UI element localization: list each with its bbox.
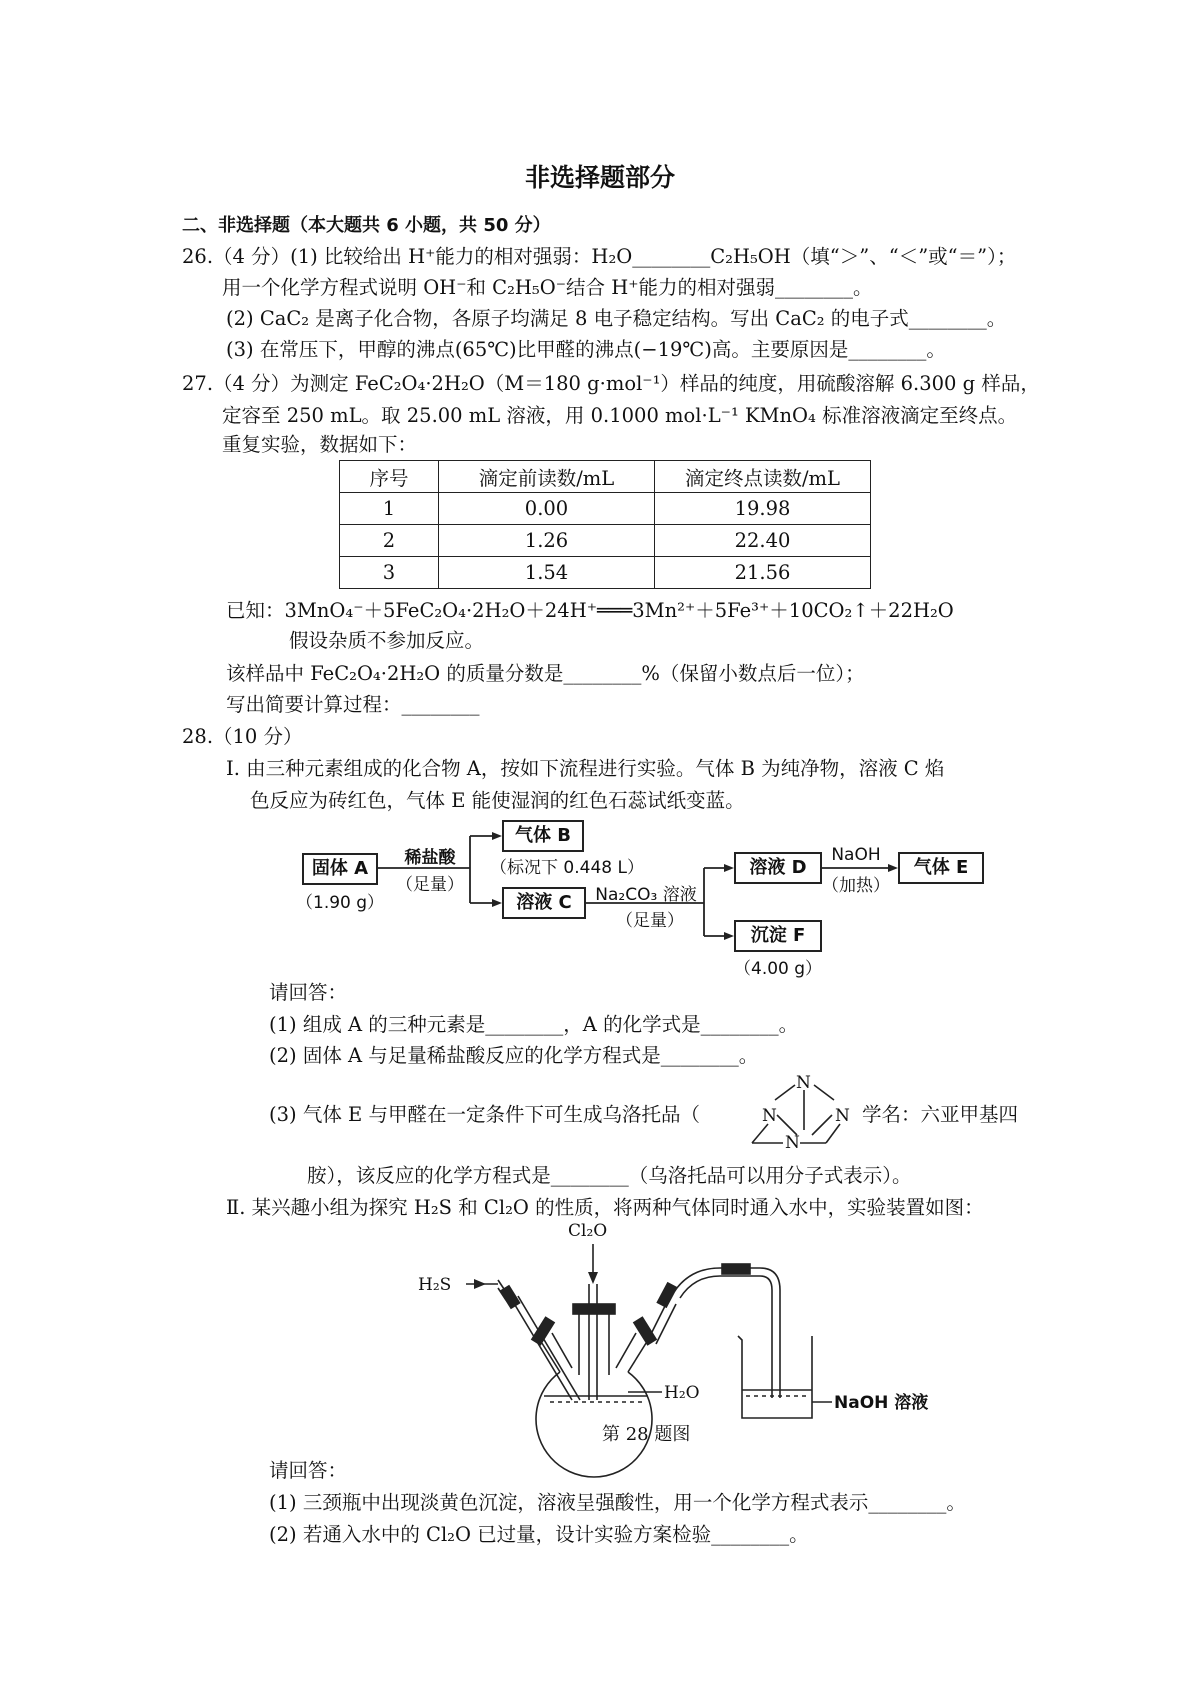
- q26-line4: (3) 在常压下，甲醇的沸点(65℃)比甲醛的沸点(−19℃)高。主要原因是________。: [226, 338, 946, 361]
- q27-line2: 定容至 250 mL。取 25.00 mL 溶液，用 0.1000 mol·L⁻¹ KMnO₄ 标准溶液滴定至终点。: [222, 404, 1018, 427]
- q26-line2: 用一个化学方程式说明 OH⁻和 C₂H₅O⁻结合 H⁺能力的相对强弱________。: [222, 276, 873, 299]
- q27-ask1: 该样品中 FeC₂O₄·2H₂O 的质量分数是________%（保留小数点后一位）；: [226, 662, 865, 685]
- apparatus-label-cl2o: Cl₂O: [568, 1221, 608, 1241]
- q28-heading: 28.（10 分）: [182, 725, 303, 748]
- flow-precipitate-f-mass: （4.00 g）: [734, 959, 823, 979]
- apparatus-label-h2o: H₂O: [664, 1383, 700, 1403]
- q26-line3: (2) CaC₂ 是离子化合物，各原子均满足 8 电子稳定结构。写出 CaC₂ 的电子式________。: [226, 307, 1007, 330]
- q28-ii-q2: (2) 若通入水中的 Cl₂O 已过量，设计实验方案检验________。: [269, 1523, 809, 1546]
- table-row: [340, 525, 871, 557]
- q28-part1-line1: Ⅰ. 由三种元素组成的化合物 A，按如下流程进行实验。气体 B 为纯净物，溶液 C 焰: [226, 757, 945, 780]
- flow-gas-b: 气体 B: [502, 820, 584, 852]
- q27-ask2: 写出简要计算过程：________: [226, 693, 480, 716]
- q28-ask-heading-2: 请回答：: [269, 1459, 348, 1482]
- q28-i-q3-part3: 胺），该反应的化学方程式是________（乌洛托品可以用分子式表示）。: [307, 1164, 912, 1187]
- table-row: [340, 557, 871, 589]
- table-cell: 1.26: [439, 525, 655, 557]
- q27-assumption: 假设杂质不参加反应。: [289, 629, 485, 652]
- q27-line1: 27.（4 分）为测定 FeC₂O₄·2H₂O（M＝180 g·mol⁻¹）样品的纯度，用硫酸溶解 6.300 g 样品，: [182, 372, 1040, 395]
- table-cell: 1.54: [439, 557, 655, 589]
- figure-caption: 第 28 题图: [602, 1424, 691, 1445]
- q28-part1-line2: 色反应为砖红色，气体 E 能使湿润的红色石蕊试纸变蓝。: [250, 789, 745, 812]
- urotropine-n-left: N: [762, 1106, 777, 1126]
- flow-reagent-na2co3: Na₂CO₃ 溶液: [595, 885, 697, 905]
- q28-part2-intro: Ⅱ. 某兴趣小组为探究 H₂S 和 Cl₂O 的性质，将两种气体同时通入水中，实验装置如图：: [226, 1196, 984, 1219]
- table-cell: 0.00: [439, 493, 655, 525]
- urotropine-n-center: N: [785, 1133, 800, 1153]
- flow-reagent-hcl-note: （足量）: [396, 875, 464, 895]
- flow-precipitate-f: 沉淀 F: [734, 920, 822, 952]
- table-cell: 22.40: [655, 525, 871, 557]
- urotropine-n-top: N: [796, 1073, 811, 1093]
- q27-line3: 重复实验，数据如下：: [222, 433, 418, 456]
- table-cell: 2: [340, 525, 439, 557]
- page-title: 非选择题部分: [524, 163, 675, 192]
- flow-gas-b-note: （标况下 0.448 L）: [490, 858, 644, 878]
- apparatus-label-h2s: H₂S: [418, 1275, 452, 1295]
- q28-i-q3-part1: (3) 气体 E 与甲醛在一定条件下可生成乌洛托品（: [269, 1103, 700, 1126]
- q28-ii-q1: (1) 三颈瓶中出现淡黄色沉淀，溶液呈强酸性，用一个化学方程式表示________。: [269, 1491, 966, 1514]
- flow-reagent-na2co3-note: （足量）: [616, 911, 684, 931]
- q27-known-equation: 已知：3MnO₄⁻＋5FeC₂O₄·2H₂O＋24H⁺═══3Mn²⁺＋5Fe³⁺＋10CO₂↑＋22H₂O: [226, 599, 954, 622]
- flow-solid-a-mass: （1.90 g）: [296, 893, 385, 913]
- flow-reagent-naoh-note: （加热）: [822, 876, 890, 896]
- q28-i-q1: (1) 组成 A 的三种元素是________，A 的化学式是________。: [269, 1013, 799, 1036]
- table-header: 序号: [340, 461, 439, 493]
- table-row: [340, 493, 871, 525]
- table-cell: 1: [340, 493, 439, 525]
- flow-reagent-hcl: 稀盐酸: [404, 848, 456, 868]
- titration-table: [339, 460, 871, 589]
- q28-i-q2: (2) 固体 A 与足量稀盐酸反应的化学方程式是________。: [269, 1044, 759, 1067]
- apparatus-label-naoh: NaOH 溶液: [834, 1393, 929, 1413]
- table-header: 滴定终点读数/mL: [655, 461, 871, 493]
- section-heading: 二、非选择题（本大题共 6 小题，共 50 分）: [182, 215, 551, 236]
- flow-reagent-naoh: NaOH: [831, 845, 881, 865]
- table-cell: 3: [340, 557, 439, 589]
- q28-i-q3-part2: 学名：六亚甲基四: [862, 1103, 1019, 1126]
- flow-solution-d: 溶液 D: [734, 852, 822, 884]
- flow-solid-a: 固体 A: [302, 853, 378, 885]
- table-cell: 21.56: [655, 557, 871, 589]
- table-cell: 19.98: [655, 493, 871, 525]
- q28-ask-heading: 请回答：: [269, 981, 348, 1004]
- table-header: 滴定前读数/mL: [439, 461, 655, 493]
- flow-gas-e: 气体 E: [898, 852, 984, 884]
- urotropine-n-right: N: [835, 1106, 850, 1126]
- flow-solution-c: 溶液 C: [502, 887, 586, 919]
- q26-line1: 26.（4 分）(1) 比较给出 H⁺能力的相对强弱：H₂O________C₂H₅OH（填“＞”、“＜”或“＝”）；: [182, 245, 1017, 268]
